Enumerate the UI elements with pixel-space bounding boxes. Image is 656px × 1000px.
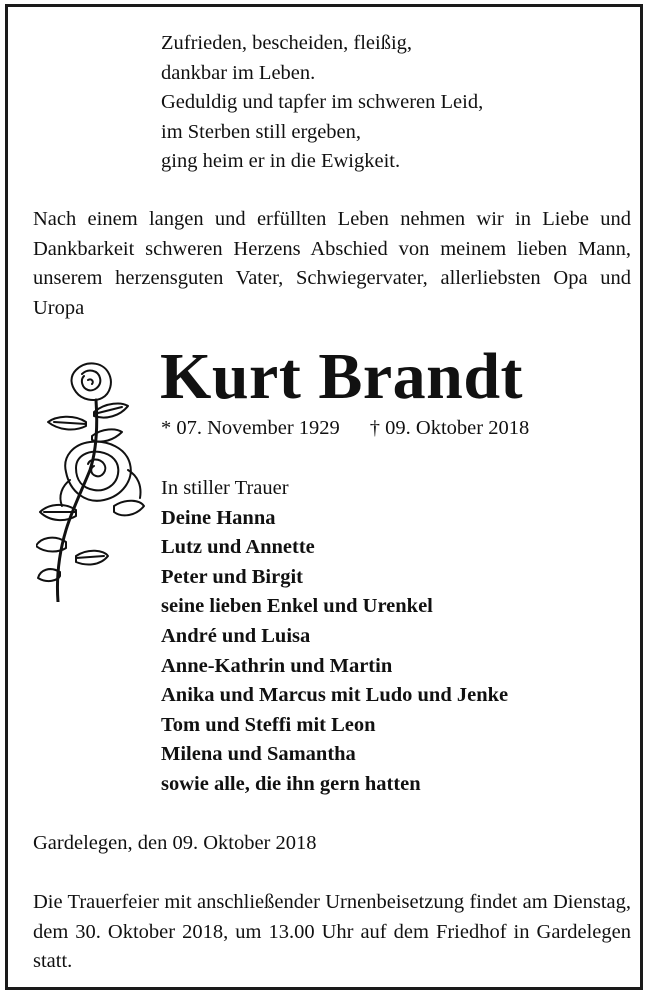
mourner-entry: Milena und Samantha — [161, 743, 356, 766]
deceased-name: Kurt Brandt — [160, 340, 524, 413]
place-date: Gardelegen, den 09. Oktober 2018 — [33, 832, 317, 854]
mourners-list — [161, 474, 508, 800]
life-dates — [161, 413, 529, 443]
service-line: Die Trauerfeier mit anschließender Urnenbeisetzung findet — [33, 891, 518, 913]
mourners-heading: In stiller Trauer — [161, 477, 289, 499]
mourner-entry: Anika und Marcus mit Ludo und Jenke — [161, 684, 509, 707]
obituary-notice — [5, 4, 643, 990]
intro-line: und Dankbarkeit schweren Herzens Abschied von meinem — [33, 208, 631, 260]
poem-line: ging heim er in die Ewigkeit. — [161, 150, 401, 172]
intro-text — [33, 205, 631, 323]
death-date: † 09. Oktober 2018 — [369, 417, 530, 439]
mourner-entry: seine lieben Enkel und Urenkel — [161, 595, 433, 618]
poem — [161, 29, 483, 177]
intro-line: Nach einem langen und erfüllten Leben nehmen wir in Liebe — [33, 208, 589, 230]
service-line: am Dienstag, dem 30. Oktober 2018, um 13.00 Uhr auf dem — [33, 891, 631, 943]
mourner-entry: Tom und Steffi mit Leon — [161, 713, 376, 736]
mourner-entry: Lutz und Annette — [161, 536, 315, 559]
poem-line: Zufrieden, bescheiden, fleißig, — [161, 32, 413, 54]
mourner-entry: sowie alle, die ihn gern hatten — [161, 772, 421, 795]
mourner-entry: Peter und Birgit — [161, 565, 303, 588]
service-line: Friedhof in Gardelegen statt. — [33, 920, 631, 973]
service-details — [33, 888, 631, 977]
poem-line: dankbar im Leben. — [161, 61, 316, 84]
mourner-entry: Deine Hanna — [161, 506, 276, 529]
intro-line: lieben Mann, unserem herzensguten Vater, Schwiegervater, — [33, 237, 631, 290]
poem-line: im Sterben still ergeben, — [161, 120, 362, 143]
mourner-entry: Anne-Kathrin und Martin — [161, 654, 393, 677]
intro-line: allerliebsten Opa und Uropa — [33, 267, 632, 319]
birth-date: * 07. November 1929 — [161, 417, 340, 439]
mourner-entry: André und Luisa — [161, 624, 311, 647]
poem-line: Geduldig und tapfer im schweren Leid, — [161, 91, 484, 113]
rose-icon — [36, 360, 146, 602]
